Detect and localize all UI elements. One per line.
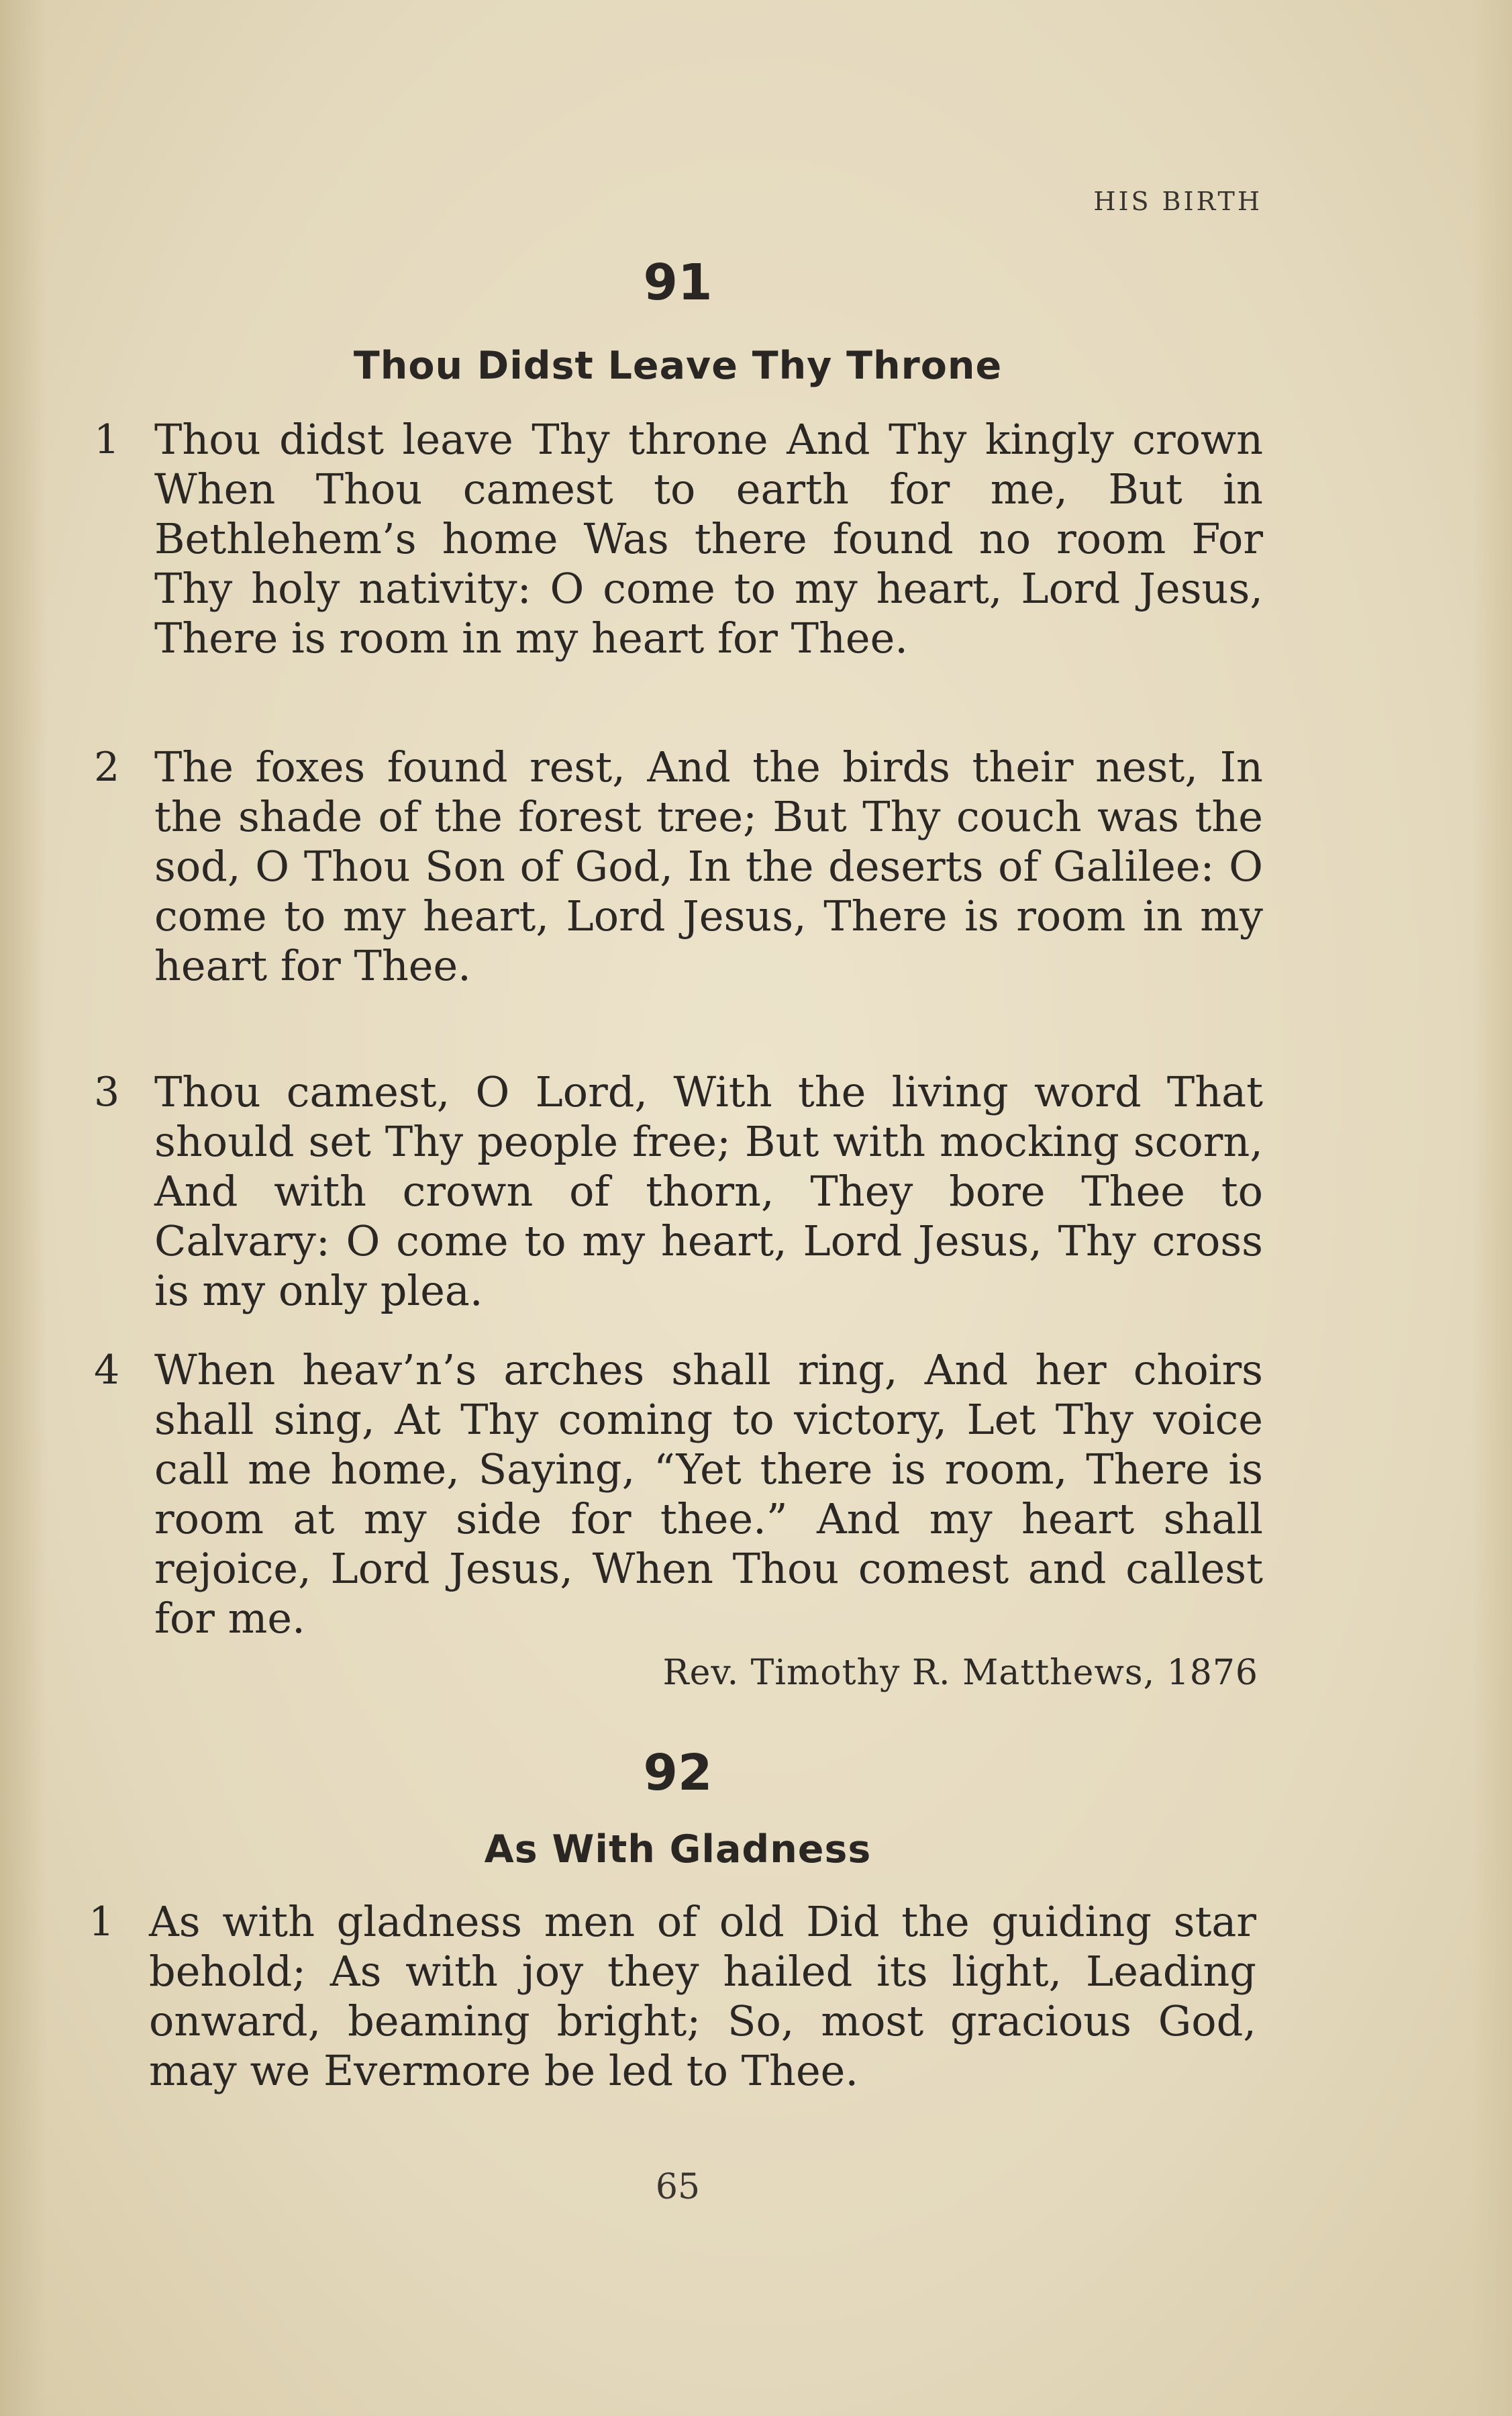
hymn-number: 91 <box>643 254 713 311</box>
hymn-title: Thou Didst Leave Thy Throne <box>353 344 1003 388</box>
verse-number: 2 <box>94 744 120 791</box>
hymn-number: 92 <box>643 1744 713 1802</box>
verse <box>94 742 1263 991</box>
page-edge-shadow <box>1472 0 1512 2416</box>
verse <box>94 415 1263 663</box>
running-head: HIS BIRTH <box>1093 187 1262 216</box>
verse-text: Thou camest, O Lord, With the living word That should set Thy people free; But with mocking scorn, And with crown of thorn, They bore Thee to Calvary: O come to my heart, Lord Jesus, Thy cross is my only plea. <box>154 1067 1263 1315</box>
verse-text: As with gladness men of old Did the guiding star behold; As with joy they hailed its light, Leading onward, beaming bright; So, most gracious God, may we Evermore be led to Thee. <box>149 1897 1256 2095</box>
hymn-attribution: Rev. Timothy R. Matthews, 1876 <box>662 1653 1258 1693</box>
verse-text: When heav’n’s arches shall ring, And her choirs shall sing, At Thy coming to victory, Let Thy voice call me home, Saying, “Yet there is room, There is room at my side for thee.” And my heart shall rejoice, Lord Jesus, When Thou comest and callest for me. <box>154 1345 1263 1643</box>
verse-text: Thou didst leave Thy throne And Thy kingly crown When Thou camest to earth for me, But in Bethlehem’s home Was there found no room For Thy holy nativity: O come to my heart, Lord Jesus, There is room in my heart for Thee. <box>154 415 1263 663</box>
verse-number: 1 <box>89 1898 115 1945</box>
verse <box>89 1897 1256 2096</box>
verse <box>94 1345 1263 1643</box>
verse-number: 3 <box>94 1069 120 1116</box>
verse-number: 1 <box>94 416 120 463</box>
hymn-title: As With Gladness <box>484 1827 872 1872</box>
verse-number: 4 <box>94 1347 120 1394</box>
page-number: 65 <box>655 2167 701 2207</box>
verse-text: The foxes found rest, And the birds their nest, In the shade of the forest tree; But Thy couch was the sod, O Thou Son of God, In the deserts of Galilee: O come to my heart, Lord Jesus, There is room in my heart for Thee. <box>154 742 1263 990</box>
verse <box>94 1067 1263 1316</box>
